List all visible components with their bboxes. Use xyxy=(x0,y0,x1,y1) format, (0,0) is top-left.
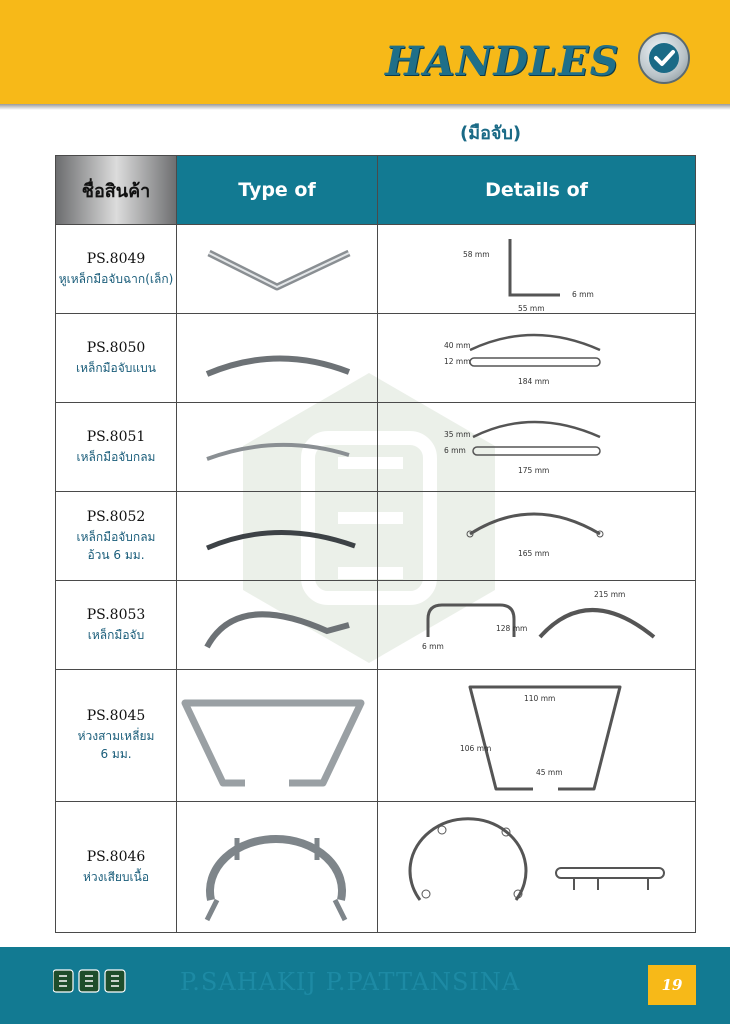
dim-label: 110 mm xyxy=(524,693,556,703)
dim-label: 55 mm xyxy=(518,304,545,313)
col-header-name: ชื่อสินค้า xyxy=(56,156,177,225)
product-photo xyxy=(177,403,377,491)
dim-label: 6 mm xyxy=(422,642,444,651)
dim-label: 215 mm xyxy=(594,590,626,599)
product-name: หูเหล็กมือจับฉาก(เล็ก) xyxy=(58,271,174,286)
header-shadow xyxy=(0,104,730,110)
dimension-drawing xyxy=(378,671,698,801)
dim-label: 58 mm xyxy=(463,250,490,259)
type-image-cell xyxy=(177,670,378,802)
product-name: ห่วงสามเหลี่ยม xyxy=(77,729,155,743)
dim-label: 128 mm xyxy=(496,624,528,633)
name-cell xyxy=(56,403,177,492)
product-name: เหล็กมือจับกลม xyxy=(76,449,156,464)
product-photo xyxy=(177,492,377,580)
product-code: PS.8053 xyxy=(86,606,146,623)
type-image-cell xyxy=(177,403,378,492)
dim-label: 6 mm xyxy=(572,290,594,299)
product-name: อ้วน 6 มม. xyxy=(87,547,145,562)
table-row xyxy=(56,802,696,933)
dim-label: 12 mm xyxy=(444,357,471,366)
table-row xyxy=(56,581,696,670)
name-cell xyxy=(56,581,177,670)
dim-label: 35 mm xyxy=(444,430,471,439)
details-cell xyxy=(378,225,696,314)
product-name: เหล็กมือจับแบน xyxy=(76,360,156,375)
type-image-cell xyxy=(177,314,378,403)
details-cell xyxy=(378,581,696,670)
page-subtitle: (มือจับ) xyxy=(460,123,522,144)
table-row xyxy=(56,403,696,492)
name-cell xyxy=(56,314,177,403)
col-header-details: Details of xyxy=(378,156,696,225)
product-table xyxy=(55,155,696,933)
dimension-drawing xyxy=(378,802,698,932)
details-cell xyxy=(378,403,696,492)
product-photo xyxy=(177,802,377,932)
dim-label: 106 mm xyxy=(460,743,492,753)
product-code: PS.8045 xyxy=(86,708,146,724)
table-row xyxy=(56,314,696,403)
page-title: HANDLES xyxy=(385,38,620,85)
product-name: 6 มม. xyxy=(100,747,132,761)
dim-label: 40 mm xyxy=(444,341,471,350)
product-name: เหล็กมือจับกลม xyxy=(76,529,156,544)
dim-label: 184 mm xyxy=(518,377,550,386)
table-row xyxy=(56,492,696,581)
table-row xyxy=(56,670,696,802)
details-cell xyxy=(378,802,696,933)
dimension-drawing xyxy=(378,314,698,402)
header-band xyxy=(0,0,730,104)
dim-label: 6 mm xyxy=(444,446,466,455)
type-image-cell xyxy=(177,492,378,581)
dimension-drawing xyxy=(378,492,698,580)
product-photo xyxy=(177,225,377,313)
product-code: PS.8052 xyxy=(86,508,146,525)
table-row xyxy=(56,225,696,314)
dimension-drawing xyxy=(378,403,698,491)
company-name: P.SAHAKIJ P.PATTANSINA xyxy=(180,968,521,996)
product-code: PS.8046 xyxy=(86,848,146,865)
product-code: PS.8050 xyxy=(86,339,146,356)
product-code: PS.8049 xyxy=(86,250,146,267)
type-image-cell xyxy=(177,581,378,670)
name-cell xyxy=(56,670,177,802)
type-image-cell xyxy=(177,802,378,933)
table-header-row xyxy=(56,156,696,225)
product-name: เหล็กมือจับ xyxy=(87,627,145,642)
product-photo xyxy=(177,314,377,402)
dim-label: 165 mm xyxy=(518,549,550,558)
check-circle-icon xyxy=(638,32,690,84)
type-image-cell xyxy=(177,225,378,314)
details-cell xyxy=(378,670,696,802)
dimension-drawing xyxy=(378,581,698,669)
product-name: ห่วงเสียบเนื้อ xyxy=(82,869,150,884)
product-code: PS.8051 xyxy=(86,428,146,445)
name-cell xyxy=(56,225,177,314)
product-photo xyxy=(177,671,377,801)
page-number: 19 xyxy=(648,965,696,1005)
name-cell xyxy=(56,492,177,581)
col-header-type: Type of xyxy=(177,156,378,225)
name-cell xyxy=(56,802,177,933)
dimension-drawing xyxy=(378,225,698,313)
details-cell xyxy=(378,492,696,581)
dim-label: 175 mm xyxy=(518,466,550,475)
details-cell xyxy=(378,314,696,403)
product-photo xyxy=(177,581,377,669)
company-logo-icon xyxy=(53,968,133,996)
dim-label: 45 mm xyxy=(536,767,563,777)
